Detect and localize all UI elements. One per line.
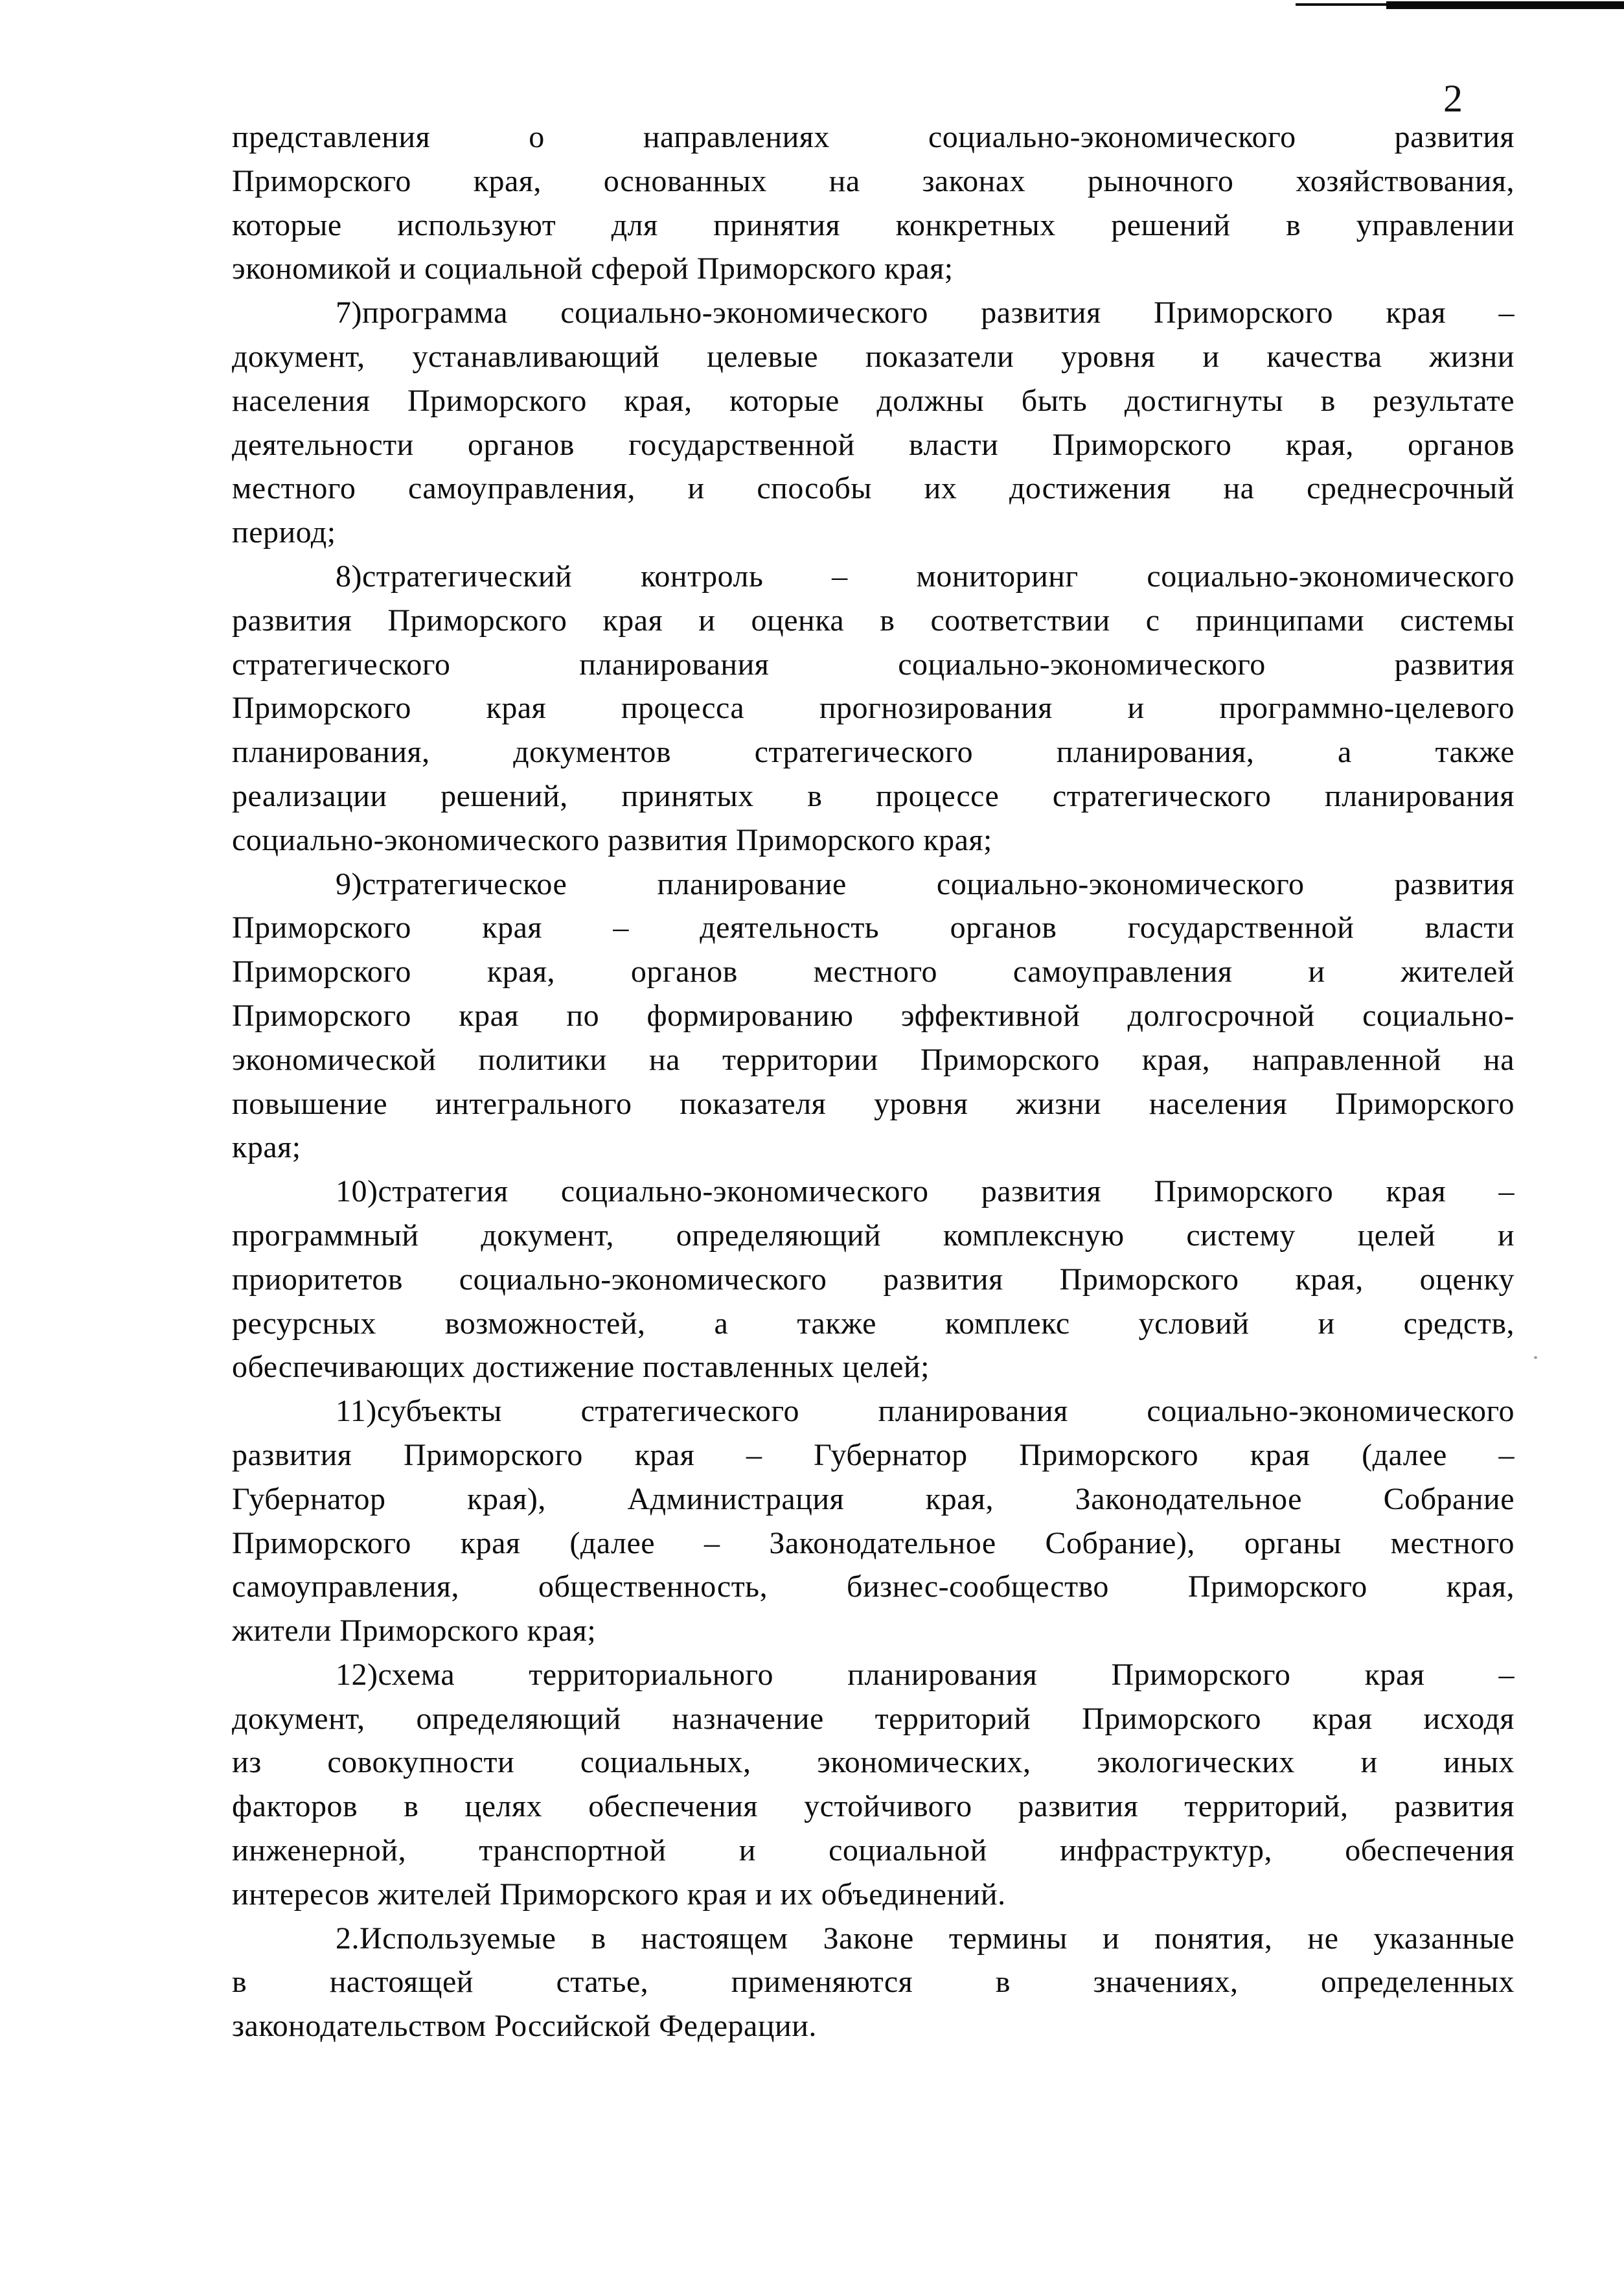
text-line: 12)схема территориального планирования Приморского края –: [336, 1657, 1515, 1692]
text-line: 8)стратегический контроль – мониторинг социально-экономического: [336, 559, 1515, 594]
text-line: Приморского края – деятельность органов государственной власти: [232, 910, 1515, 945]
text-line: 2.Используемые в настоящем Законе термины и понятия, не указанные: [336, 1921, 1515, 1956]
text-column: [232, 115, 1515, 2048]
text-line: 10)стратегия социально-экономического развития Приморского края –: [336, 1174, 1515, 1209]
text-line: 9)стратегическое планирование социально-экономического развития: [336, 866, 1515, 901]
text-line: представления о направлениях социально-экономического развития: [232, 120, 1515, 154]
text-line: стратегического планирования социально-экономического развития: [232, 647, 1515, 682]
text-line: 11)субъекты стратегического планирования социально-экономического: [336, 1394, 1515, 1429]
text-line: Приморского края, основанных на законах рыночного хозяйствования,: [232, 163, 1515, 198]
text-line: приоритетов социально-экономического развития Приморского края, оценку: [232, 1262, 1515, 1297]
text-line: Приморского края, органов местного самоуправления и жителей: [232, 954, 1515, 989]
text-line: развития Приморского края и оценка в соответствии с принципами системы: [232, 603, 1515, 638]
text-line: деятельности органов государственной власти Приморского края, органов: [232, 427, 1515, 462]
text-line: развития Приморского края – Губернатор Приморского края (далее –: [232, 1437, 1515, 1472]
text-line: местного самоуправления, и способы их достижения на среднесрочный: [232, 471, 1515, 506]
text-line: обеспечивающих достижение поставленных целей;: [232, 1350, 930, 1385]
text-line: инженерной, транспортной и социальной инфраструктур, обеспечения: [232, 1833, 1515, 1868]
text-line: Приморского края по формированию эффективной долгосрочной социально-: [232, 998, 1515, 1033]
text-line: которые используют для принятия конкретных решений в управлении: [232, 207, 1515, 242]
text-line: факторов в целях обеспечения устойчивого развития территорий, развития: [232, 1789, 1515, 1824]
text-line: экономикой и социальной сферой Приморского края;: [232, 251, 954, 286]
text-line: реализации решений, принятых в процессе стратегического планирования: [232, 778, 1515, 813]
text-line: документ, определяющий назначение территорий Приморского края исходя: [232, 1701, 1515, 1736]
text-line: социально-экономического развития Приморского края;: [232, 822, 992, 857]
text-line: документ, устанавливающий целевые показатели уровня и качества жизни: [232, 339, 1515, 374]
text-line: населения Приморского края, которые должны быть достигнуты в результате: [232, 383, 1515, 418]
text-line: Приморского края (далее – Законодательное Собрание), органы местного: [232, 1525, 1515, 1560]
text-line: интересов жителей Приморского края и их объединений.: [232, 1877, 1006, 1912]
page-number: 2: [1443, 77, 1463, 120]
text-line: законодательством Российской Федерации.: [232, 2009, 817, 2044]
text-line: жители Приморского края;: [232, 1613, 597, 1648]
text-line: ресурсных возможностей, а также комплекс условий и средств,: [232, 1306, 1515, 1341]
text-line: программный документ, определяющий комплексную систему целей и: [232, 1218, 1515, 1253]
text-line: края;: [232, 1130, 301, 1165]
text-line: самоуправления, общественность, бизнес-сообщество Приморского края,: [232, 1569, 1515, 1604]
scan-artifact-line: [1296, 0, 1624, 12]
text-line: Губернатор края), Администрация края, Законодательное Собрание: [232, 1481, 1515, 1516]
text-line: в настоящей статье, применяются в значениях, определенных: [232, 1965, 1515, 2000]
text-line: планирования, документов стратегического планирования, а также: [232, 735, 1515, 770]
text-line: повышение интегрального показателя уровня жизни населения Приморского: [232, 1086, 1515, 1121]
scan-speck: [1534, 1356, 1537, 1359]
text-line: Приморского края процесса прогнозирования и программно-целевого: [232, 691, 1515, 726]
text-line: из совокупности социальных, экономических, экологических и иных: [232, 1745, 1515, 1780]
text-line: экономической политики на территории Приморского края, направленной на: [232, 1042, 1515, 1077]
text-line: 7)программа социально-экономического развития Приморского края –: [336, 295, 1515, 330]
scan-artifact-line-thin: [1296, 3, 1393, 6]
text-line: период;: [232, 515, 336, 550]
scan-artifact-line-thick: [1386, 1, 1624, 9]
